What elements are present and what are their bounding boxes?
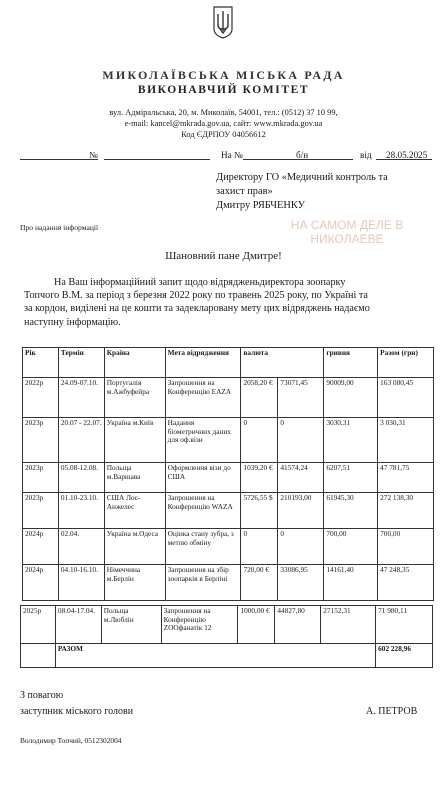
cell-currency-uah: 0 (278, 529, 324, 565)
cell-currency-uah: 33086,95 (278, 565, 324, 601)
cell-year: 2022р (23, 378, 59, 418)
trips-table-continuation (20, 605, 433, 668)
total-label: РАЗОМ (55, 644, 375, 668)
cell-currency: 2058,20 € (241, 378, 278, 418)
cell-term: 24.09-07.10. (58, 378, 104, 418)
cell-hryvnia: 27152,31 (321, 606, 376, 644)
cell-total: 272 138,30 (378, 493, 434, 529)
document-date: 28.05.2025 (386, 150, 428, 160)
cell-total: 163 080,45 (378, 378, 434, 418)
cell-total: 47 248,35 (378, 565, 434, 601)
header-purpose: Мета відрядження (165, 348, 241, 378)
address-line: вул. Адміральська, 20, м. Миколаїв, 54001, тел.: (0512) 37 10 99, (109, 108, 338, 117)
header-hryvnia: гривня (324, 348, 378, 378)
table-row (23, 463, 434, 493)
email-line: e-mail: kancel@mkrada.gov.ua, сайт: www.mkrada.gov.ua (124, 119, 323, 128)
cell-country: Україна м.Київ (104, 418, 165, 463)
cell-hryvnia: 90009,00 (324, 378, 378, 418)
cell-term: 05.08-12.08. (58, 463, 104, 493)
cell-purpose: Запрошення на Конференцію EAZA (165, 378, 241, 418)
body-line-3: за кордон, виділені на це кошти та задекларовану мету цих відряджень надаємо (24, 303, 370, 315)
cell-purpose: Запрошення на Конференцію WAZA (165, 493, 241, 529)
cell-total: 700,00 (378, 529, 434, 565)
cell-total: 71 980,11 (376, 606, 433, 644)
cell-country: Португалія м.Ажбуфейра (104, 378, 165, 418)
table-row (23, 565, 434, 601)
cell-currency: 1000,00 € (238, 606, 275, 644)
cell-purpose: Оформлення візи до США (165, 463, 241, 493)
cell-hryvnia: 3030,31 (324, 418, 378, 463)
body-line-1: На Ваш інформаційний запит щодо відрядженьдиректора зоопарку (54, 277, 346, 288)
cell-total: 3 030,31 (378, 418, 434, 463)
coat-of-arms-icon (212, 5, 234, 39)
subject-line: Про надання інформації (20, 223, 99, 232)
cell-currency: 0 (241, 418, 278, 463)
cell-term: 01.10-23.10. (58, 493, 104, 529)
cell-year: 2023р (23, 493, 59, 529)
cell-currency: 5726,55 $ (241, 493, 278, 529)
date-label: від (360, 150, 372, 160)
header-year: Рік (23, 348, 59, 378)
cell-purpose: Оцінка стану зубра, з метою обміну (165, 529, 241, 565)
table-row (23, 493, 434, 529)
cell-year: 2025р (21, 606, 56, 644)
cell-purpose: Запрошення на Конференцію ZOOфанатік 12 (161, 606, 238, 644)
table-row (23, 529, 434, 565)
outgoing-date-blank (20, 159, 98, 160)
watermark (262, 218, 432, 246)
committee-name: ВИКОНАВЧИЙ КОМІТЕТ (137, 84, 310, 96)
header-term: Термін (58, 348, 104, 378)
cell-year: 2023р (23, 463, 59, 493)
cell-purpose: Надання біометричних даних для оф.візи (165, 418, 241, 463)
cell-currency: 1039,20 € (241, 463, 278, 493)
footer-contact: Володимир Топчий, 0512302004 (20, 736, 122, 745)
header-country: Країна (104, 348, 165, 378)
greeting: Шановний пане Дмитре! (165, 250, 282, 262)
cell-currency-uah: 41574,24 (278, 463, 324, 493)
table-row-2025 (21, 606, 433, 644)
closing-regards: З повагою (20, 690, 64, 701)
cell-empty (21, 644, 56, 668)
cell-currency: 720,00 € (241, 565, 278, 601)
watermark-line-2: НИКОЛАЕВЕ (310, 232, 384, 246)
cell-country: Німеччина м.Берлін (104, 565, 165, 601)
header-currency: валюта (241, 348, 324, 378)
table-row (23, 378, 434, 418)
cell-purpose: Запрошення на збір зоопарків в Берліні (165, 565, 241, 601)
cell-country: Польща м.Люблін (101, 606, 161, 644)
recipient-line-3: Дмитру РЯБЧЕНКУ (216, 200, 305, 211)
cell-year: 2023р (23, 418, 59, 463)
closing-position: заступник міського голови (20, 706, 134, 717)
trips-table (22, 347, 434, 601)
table-header-row (23, 348, 434, 378)
body-line-4: наступну інформацію. (24, 316, 121, 328)
cell-term: 04.10-16.10. (58, 565, 104, 601)
header-total: Разом (грн) (378, 348, 434, 378)
edrpou-line: Код ЄДРПОУ 04056612 (181, 130, 266, 139)
cell-total: 47 781,75 (378, 463, 434, 493)
cell-country: США Лос-Анжелес (104, 493, 165, 529)
outgoing-number-blank (104, 159, 210, 160)
incoming-number: б/н (296, 150, 309, 160)
cell-hryvnia: 700,00 (324, 529, 378, 565)
cell-term: 20.07 - 22.07. (58, 418, 104, 463)
cell-year: 2024р (23, 565, 59, 601)
signatory-name: А. ПЕТРОВ (366, 706, 418, 717)
cell-term: 08.04-17.04. (55, 606, 101, 644)
cell-currency-uah: 73071,45 (278, 378, 324, 418)
cell-currency-uah: 0 (278, 418, 324, 463)
recipient-line-2: захист прав» (216, 186, 273, 197)
incoming-no-label: На № (221, 150, 243, 160)
outgoing-no-label: № (89, 150, 98, 160)
recipient-line-1: Директору ГО «Медичний контроль та (216, 172, 388, 183)
cell-hryvnia: 61945,30 (324, 493, 378, 529)
table-row (23, 418, 434, 463)
body-paragraph (0, 276, 447, 329)
cell-currency-uah: 210193,00 (278, 493, 324, 529)
cell-hryvnia: 6207,51 (324, 463, 378, 493)
cell-currency: 0 (241, 529, 278, 565)
cell-country: Україна м.Одеса (104, 529, 165, 565)
cell-year: 2024р (23, 529, 59, 565)
cell-country: Польща м.Варшава (104, 463, 165, 493)
grand-total: 602 228,96 (376, 644, 433, 668)
body-line-2: Топчого В.М. за період з березня 2022 року по травень 2025 року, по Україні та (24, 290, 368, 302)
cell-term: 02.04. (58, 529, 104, 565)
watermark-line-1: НА САМОМ ДЕЛЕ В (290, 218, 404, 232)
cell-currency-uah: 44827,80 (275, 606, 321, 644)
table-total-row (21, 644, 433, 668)
cell-hryvnia: 14161,40 (324, 565, 378, 601)
council-name: МИКОЛАЇВСЬКА МІСЬКА РАДА (102, 68, 345, 82)
